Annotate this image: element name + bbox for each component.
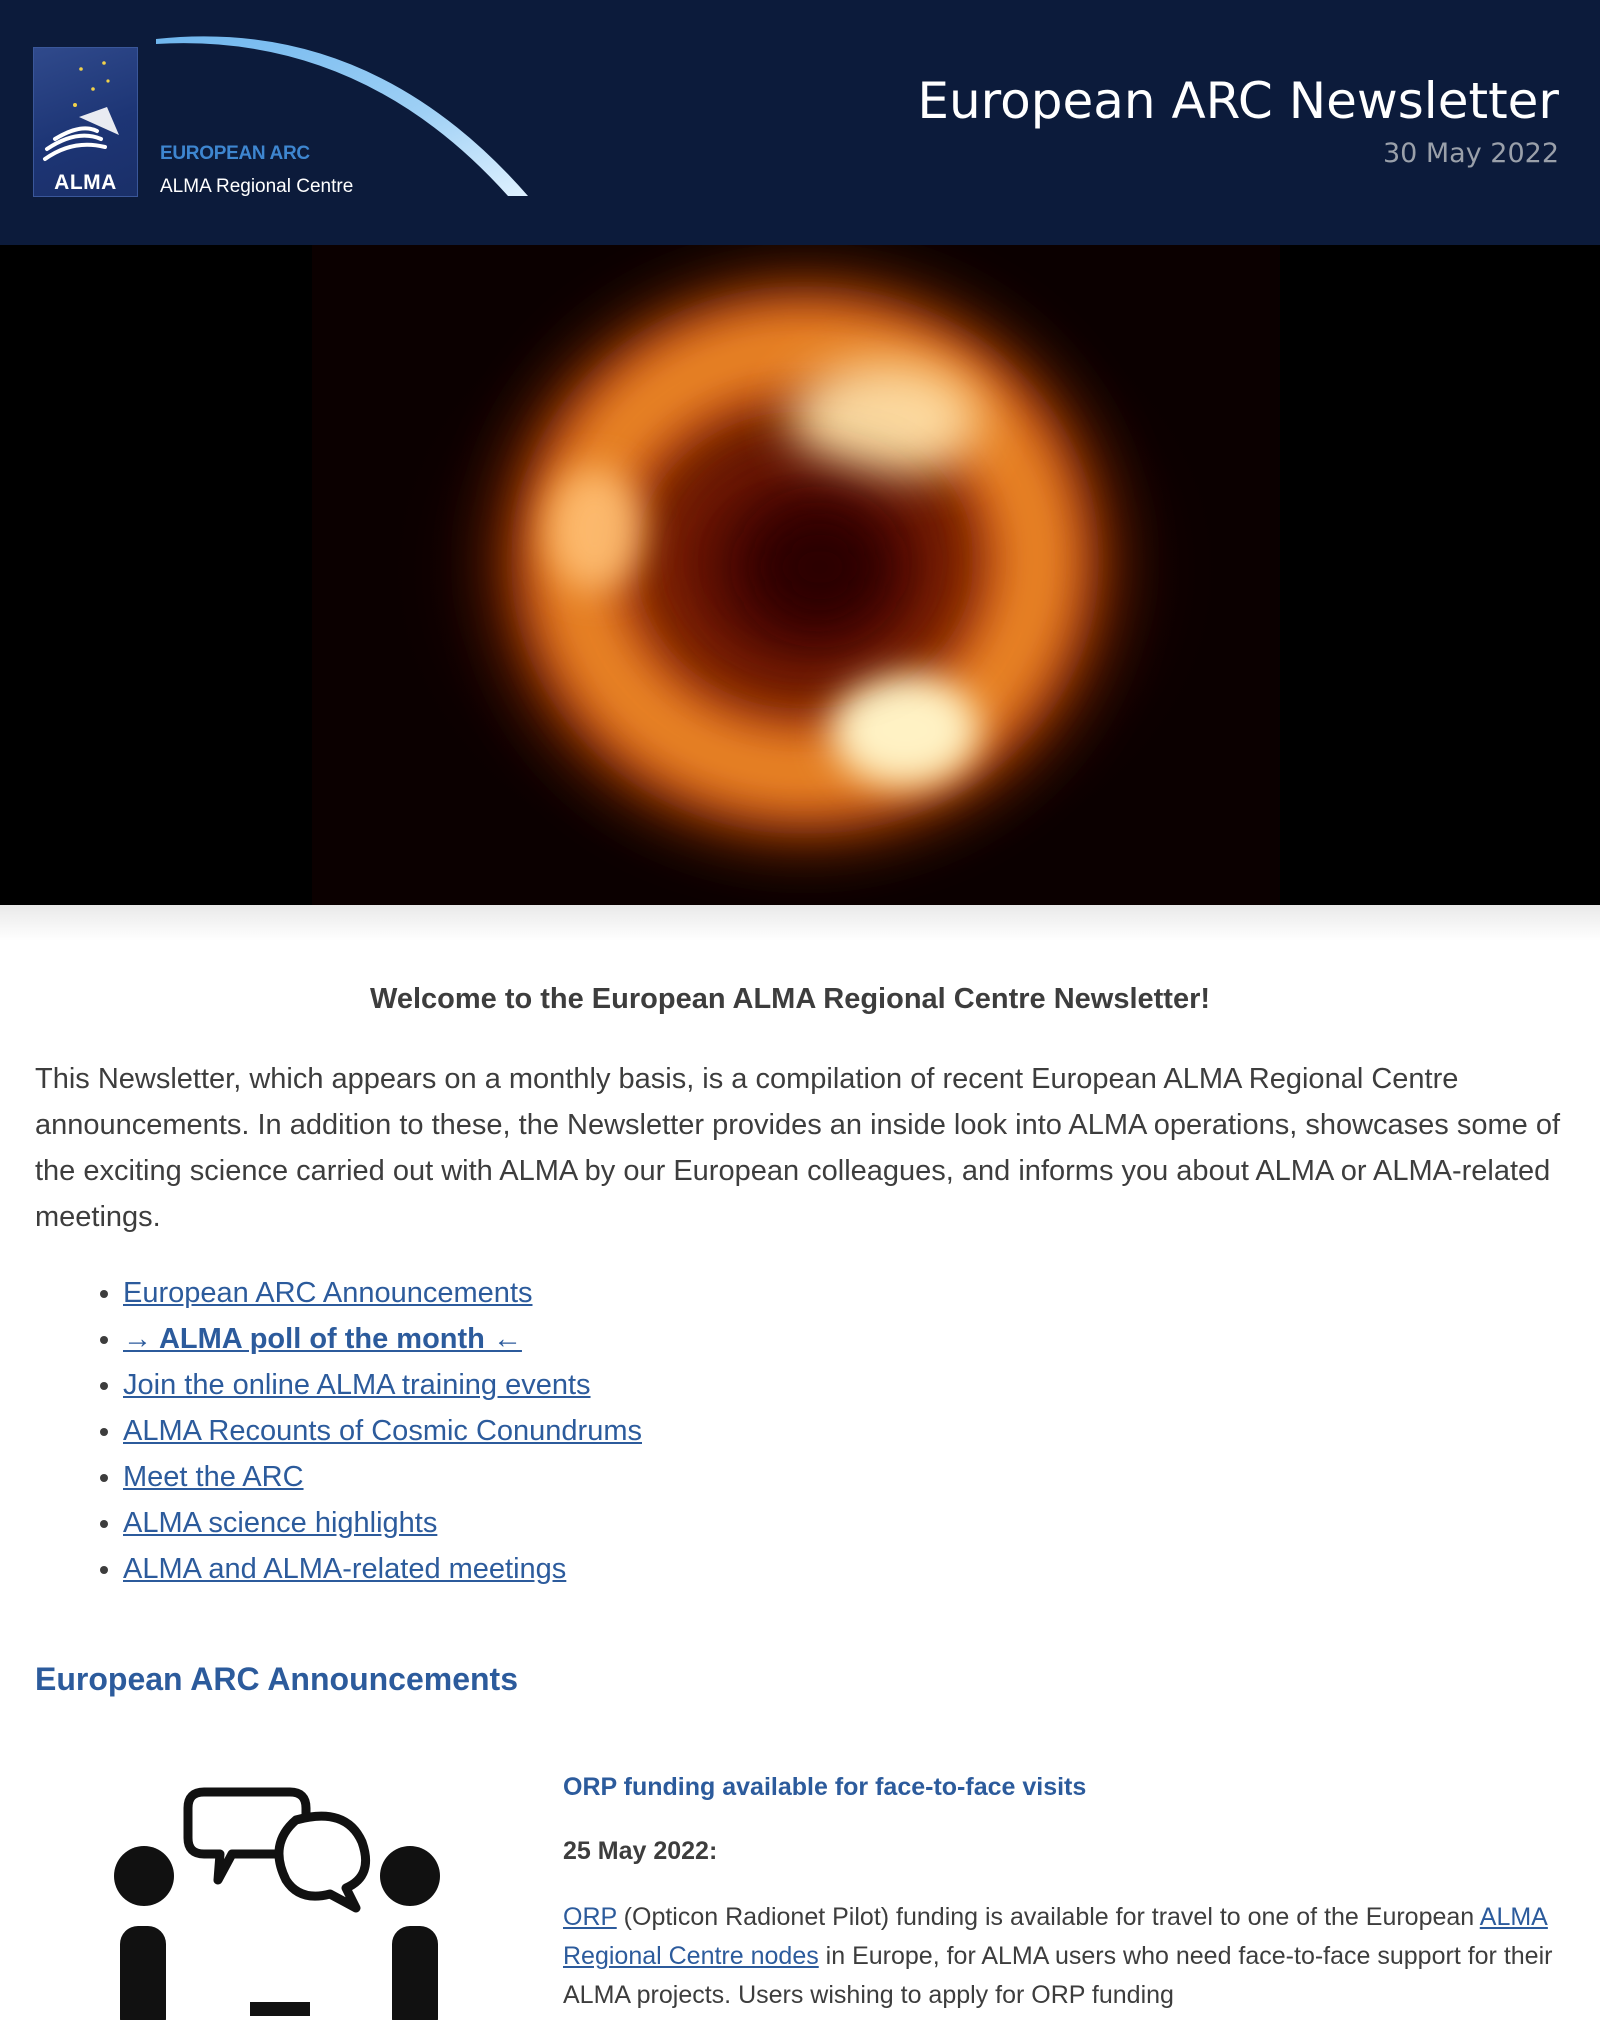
- european-arc-logo[interactable]: [31, 26, 511, 206]
- logo-arc-swoosh: [156, 26, 536, 201]
- black-hole-ring-image: [0, 245, 1600, 905]
- announcement-title: ORP funding available for face-to-face visits: [563, 1773, 1087, 1801]
- announcement-body-text: in Europe, for ALMA users who need face-to-face support for their ALMA projects. Users wishing to apply for ORP funding: [563, 1942, 1553, 2009]
- toc-item: [123, 1454, 1123, 1500]
- toc-item: [123, 1270, 1123, 1316]
- table-of-contents: [72, 1270, 1123, 1592]
- toc-link-training[interactable]: Join the online ALMA training events: [123, 1369, 591, 1401]
- intro-paragraph: This Newsletter, which appears on a monthly basis, is a compilation of recent European ALMA Regional Centre announcements. In addition to these, the Newsletter provides an inside look into ALMA operations, showcases some of the exciting science carried out with ALMA by our European colleagues, and informs you about ALMA or ALMA-related meetings.: [35, 1063, 1561, 1233]
- toc-link-meetings[interactable]: ALMA and ALMA-related meetings: [123, 1553, 567, 1585]
- newsletter-date: 30 May 2022: [1382, 138, 1559, 169]
- hero-banner: [0, 245, 1600, 905]
- alma-badge-text: ALMA: [54, 171, 117, 194]
- announcement-date: 25 May 2022:: [563, 1837, 718, 1865]
- toc-item: [123, 1362, 1123, 1408]
- toc-item: [123, 1500, 1123, 1546]
- newsletter-title: European ARC Newsletter: [917, 72, 1559, 130]
- toc-link-poll[interactable]: → ALMA poll of the month ←: [123, 1323, 522, 1355]
- toc-link-meet-arc[interactable]: Meet the ARC: [123, 1461, 304, 1493]
- toc-item: [123, 1546, 1123, 1592]
- meeting-people-icon: [100, 1780, 460, 2020]
- logo-european-arc-text: EUROPEAN ARC: [160, 143, 310, 164]
- announcement-body-text: (Opticon Radionet Pilot) funding is available for travel to one of the European: [616, 1903, 1480, 1931]
- toc-link-recounts[interactable]: ALMA Recounts of Cosmic Conundrums: [123, 1415, 642, 1447]
- newsletter-header: [0, 0, 1600, 245]
- welcome-heading: Welcome to the European ALMA Regional Centre Newsletter!: [369, 983, 1211, 1015]
- section-title-announcements: European ARC Announcements: [35, 1661, 518, 1697]
- arc-nodes-link[interactable]: ALMA Regional Centre nodes: [563, 1903, 1548, 1970]
- toc-link-science-highlights[interactable]: ALMA science highlights: [123, 1507, 438, 1539]
- logo-regional-centre-text: ALMA Regional Centre: [160, 176, 354, 197]
- toc-item: [123, 1316, 1123, 1362]
- toc-link-announcements[interactable]: European ARC Announcements: [123, 1277, 533, 1309]
- announcement-body: [563, 1898, 1563, 2015]
- orp-link[interactable]: ORP: [563, 1903, 617, 1931]
- hero-shadow: [0, 905, 1600, 941]
- toc-item: [123, 1408, 1123, 1454]
- alma-logo-badge: [33, 47, 138, 197]
